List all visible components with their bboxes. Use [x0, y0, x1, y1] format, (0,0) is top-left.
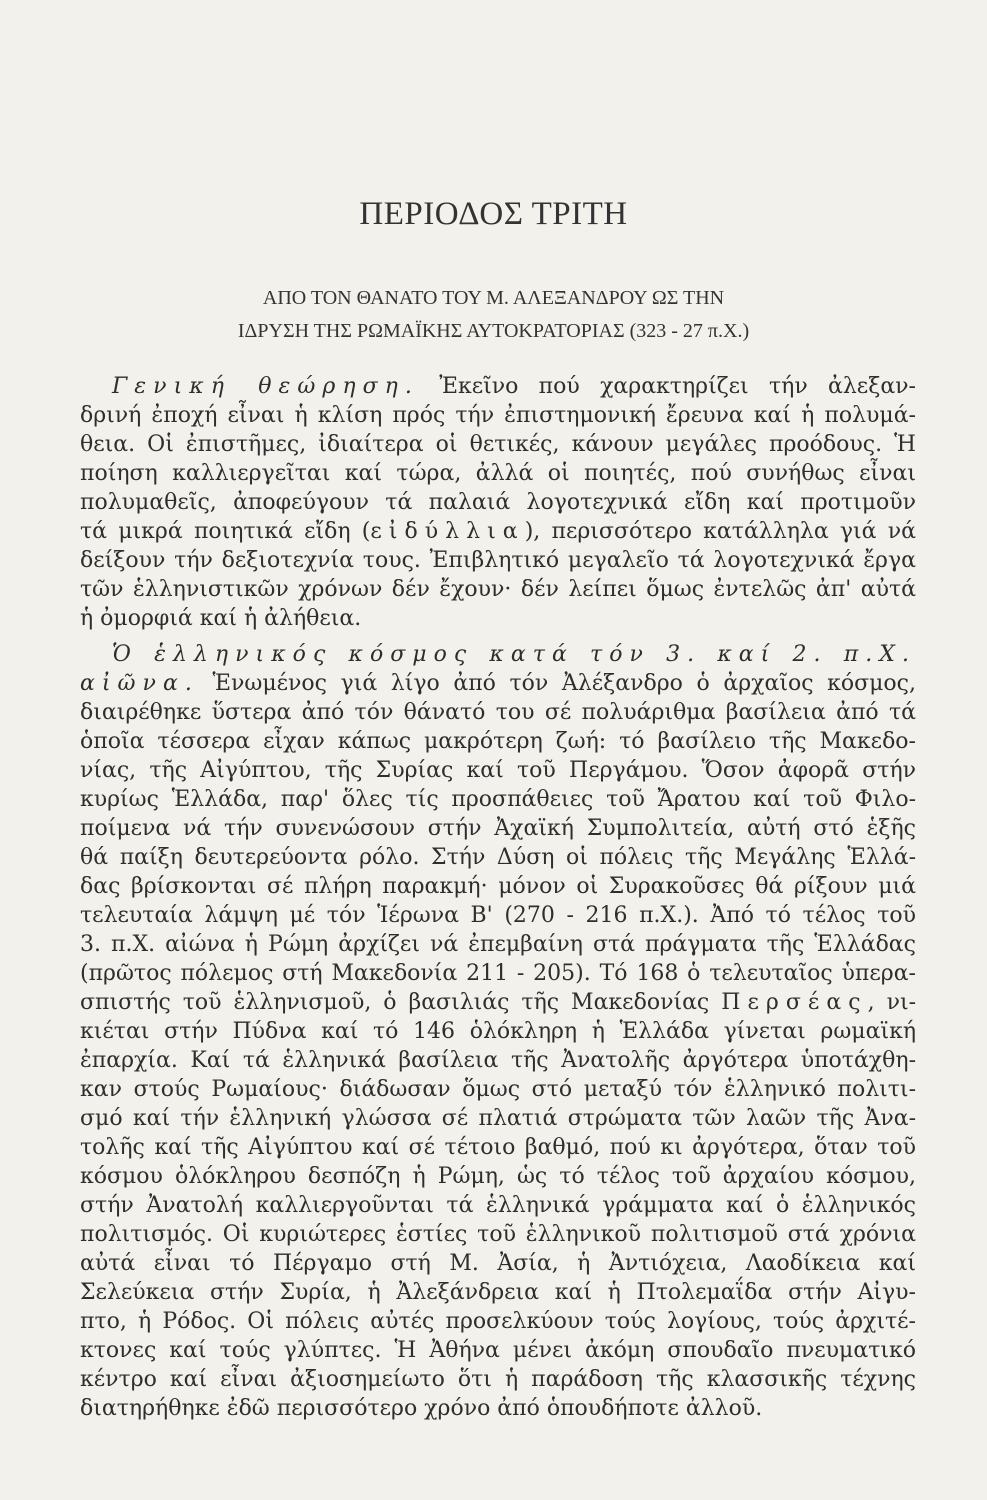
text-line: τολῆς καί τῆς Αἰγύπτου καί σέ τέτοιο βαθμό, πού κι ἀργότερα, ὅταν τοῦ — [80, 1135, 916, 1160]
text-line: κιέται στήν Πύδνα καί τό 146 ὁλόκληρη ἡ Ἑλλάδα γίνεται ρωμαϊκή — [80, 1019, 916, 1044]
text-line: τά μικρά ποιητικά εἴδη (εἰδύλλια), περισσότερο κατάλληλα γιά νά — [80, 519, 916, 544]
text-line: κτονες καί τούς γλύπτες. Ἡ Ἀθήνα μένει ἀκόμη σπουδαῖο πνευματικό — [80, 1338, 916, 1363]
text-line: ποίηση καλλιεργεῖται καί τώρα, ἀλλά οἱ ποιητές, πού συνήθως εἶναι — [80, 461, 916, 486]
text-line: ἡ ὀμορφιά καί ἡ ἀλήθεια. — [80, 606, 362, 631]
text-line: αἰῶνα. Ἑνωμένος γιά λίγο ἀπό τόν Ἀλέξανδρο ὁ ἀρχαῖος κόσμος, — [80, 671, 916, 696]
text-line: κέντρο καί εἶναι ἀξιοσημείωτο ὅτι ἡ παράδοση τῆς κλασσικῆς τέχνης — [80, 1367, 916, 1392]
text-line: ποίμενα νά τήν συνενώσουν στήν Ἀχαϊκή Συμπολιτεία, αὐτή στό ἑξῆς — [80, 816, 916, 841]
text-line: θά παίξη δευτερεύοντα ρόλο. Στήν Δύση οἱ πόλεις τῆς Μεγάλης Ἑλλά- — [80, 845, 916, 870]
text-line: κυρίως Ἑλλάδα, παρ' ὅλες τίς προσπάθειες τοῦ Ἄρατου καί τοῦ Φιλο- — [80, 787, 916, 812]
text-line: δείξουν τήν δεξιοτεχνία τους. Ἐπιβλητικό μεγαλεῖο τά λογοτεχνικά ἔργα — [80, 548, 916, 573]
text-line: Γενική θεώρηση. Ἐκεῖνο πού χαρακτηρίζει τήν ἀλεξαν- — [112, 374, 916, 399]
text-line: δρινή ἐποχή εἶναι ἡ κλίση πρός τήν ἐπιστημονική ἔρευνα καί ἡ πολυμά- — [80, 403, 916, 428]
text-line: στήν Ἀνατολή καλλιεργοῦνται τά ἑλληνικά γράμματα καί ὁ ἑλληνικός — [80, 1193, 916, 1218]
paragraph-hellenic-world — [80, 640, 916, 1423]
chapter-title: ΠΕΡΙΟΔΟΣ ΤΡΙΤΗ — [359, 196, 628, 232]
text-line: πολιτισμός. Οἱ κυριώτερες ἑστίες τοῦ ἑλληνικοῦ πολιτισμοῦ στά χρόνια — [80, 1222, 916, 1247]
text-line: Σελεύκεια στήν Συρία, ἡ Ἀλεξάνδρεια καί ἡ Πτολεμαΐδα στήν Αἰγυ- — [80, 1280, 916, 1305]
text-line: θεια. Οἱ ἐπιστῆμες, ἰδιαίτερα οἱ θετικές, κάνουν μεγάλες προόδους. Ἡ — [80, 432, 916, 457]
text-line: ἐπαρχία. Καί τά ἑλληνικά βασίλεια τῆς Ἀνατολῆς ἀργότερα ὑποτάχθη- — [80, 1048, 916, 1073]
text-line: καν στούς Ρωμαίους· διάδωσαν ὅμως στό μεταξύ τόν ἑλληνικό πολιτι- — [80, 1077, 916, 1102]
text-line: κόσμου ὁλόκληρου δεσπόζη ἡ Ρώμη, ὡς τό τέλος τοῦ ἀρχαίου κόσμου, — [80, 1164, 916, 1189]
section-heading: Ὁ ἑλληνικός κόσμος κατά τόν 3. καί 2. π.Χ. — [112, 642, 916, 667]
chapter-subtitle-line-1: ΑΠΟ ΤΟΝ ΘΑΝΑΤΟ ΤΟΥ Μ. ΑΛΕΞΑΝΔΡΟΥ ΩΣ ΤΗΝ — [262, 287, 725, 309]
text-line: σμό καί τήν ἑλληνική γλώσσα σέ πλατιά στρώματα τῶν λαῶν τῆς Ἀνα- — [80, 1106, 916, 1131]
text-line: ὁποῖα τέσσερα εἶχαν κάπως μακρότερη ζωή: τό βασίλειο τῆς Μακεδο- — [80, 729, 916, 754]
text-line: πτο, ἡ Ρόδος. Οἱ πόλεις αὐτές προσελκύουν τούς λογίους, τούς ἀρχιτέ- — [80, 1309, 916, 1334]
text-line: (πρῶτος πόλεμος στή Μακεδονία 211 - 205). Τό 168 ὁ τελευταῖος ὑπερα- — [80, 961, 916, 986]
chapter-subtitle-line-2: ΙΔΡΥΣΗ ΤΗΣ ΡΩΜΑΪΚΗΣ ΑΥΤΟΚΡΑΤΟΡΙΑΣ (323 - 27 π.Χ.) — [237, 320, 750, 342]
text-line: διατηρήθηκε ἐδῶ περισσότερο χρόνο ἀπό ὁπουδήποτε ἀλλοῦ. — [80, 1396, 763, 1421]
text-line: διαιρέθηκε ὕστερα ἀπό τόν θάνατό του σέ πολυάριθμα βασίλεια ἀπό τά — [80, 700, 916, 725]
paragraph-general-overview — [80, 372, 916, 633]
section-heading-end: αἰῶνα. — [80, 671, 199, 696]
text-line: σπιστής τοῦ ἑλληνισμοῦ, ὁ βασιλιάς τῆς Μακεδονίας Περσέας, νι- — [80, 990, 916, 1015]
text-line: τελευταία λάμψη μέ τόν Ἱέρωνα Β' (270 - 216 π.Χ.). Ἀπό τό τέλος τοῦ — [80, 903, 916, 928]
spaced-name: Περσέας — [721, 990, 868, 1015]
text-line: τῶν ἑλληνιστικῶν χρόνων δέν ἔχουν· δέν λείπει ὅμως ἐντελῶς ἀπ' αὐτά — [80, 577, 916, 602]
section-heading: Γενική θεώρηση. — [112, 374, 419, 399]
text-line: νίας, τῆς Αἰγύπτου, τῆς Συρίας καί τοῦ Περγάμου. Ὅσον ἀφορᾶ στήν — [80, 758, 916, 783]
text-line: δας βρίσκονται σέ πλήρη παρακμή· μόνον οἱ Συρακοῦσες θά ρίξουν μιά — [80, 874, 916, 899]
text-line: πολυμαθεῖς, ἀποφεύγουν τά παλαιά λογοτεχνικά εἴδη καί προτιμοῦν — [80, 490, 916, 515]
text-line: 3. π.Χ. αἰώνα ἡ Ρώμη ἀρχίζει νά ἐπεμβαίνη στά πράγματα τῆς Ἑλλάδας — [80, 932, 916, 957]
spaced-term: εἰδύλλια — [370, 519, 525, 544]
text-line: αὐτά εἶναι τό Πέργαμο στή Μ. Ἀσία, ἡ Ἀντιόχεια, Λαοδίκεια καί — [80, 1251, 916, 1276]
